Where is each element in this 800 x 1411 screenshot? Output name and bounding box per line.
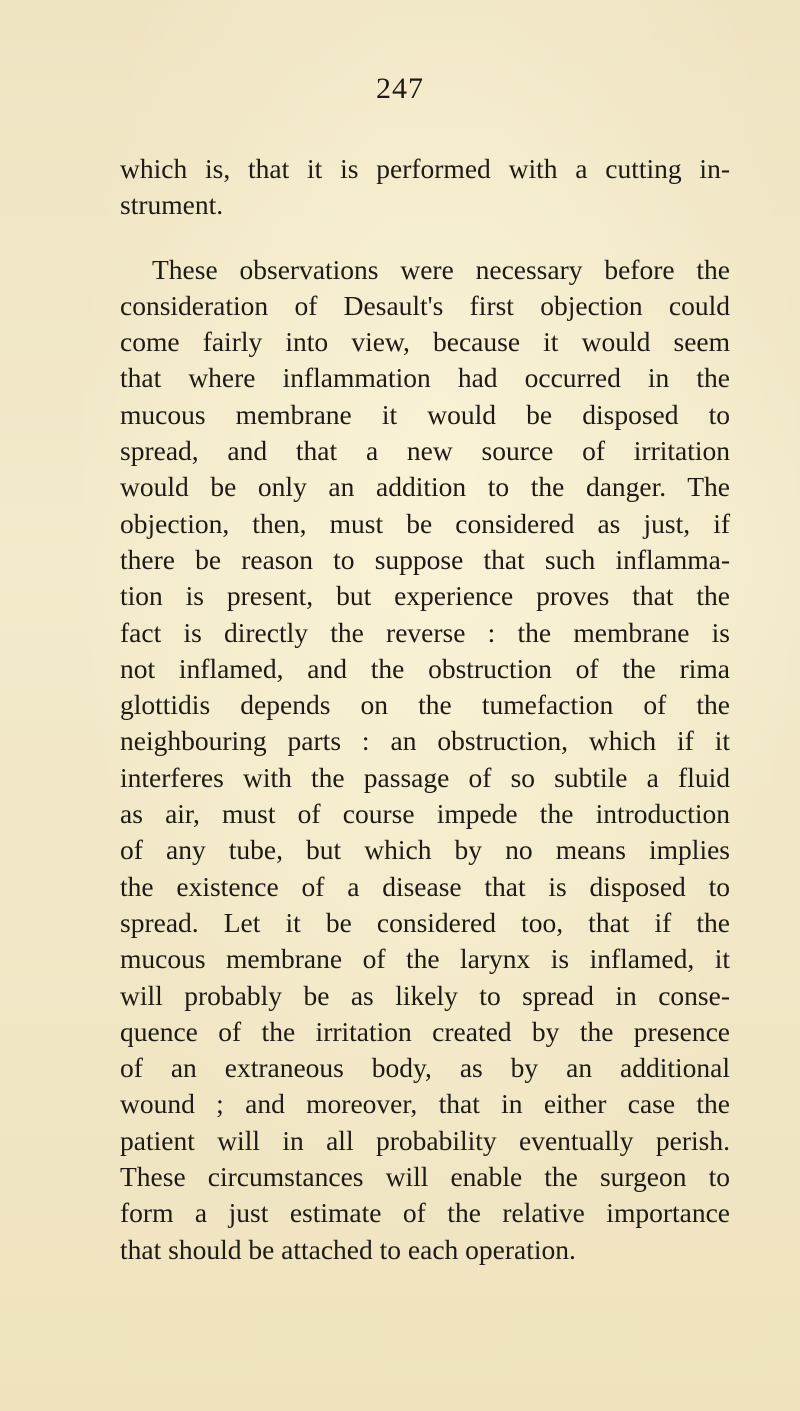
text-line: quence of the irritation created by the presence <box>120 1015 730 1047</box>
text-line: objection, then, must be considered as just, if <box>120 507 730 539</box>
text-line: patient will in all probability eventually perish. <box>120 1124 730 1156</box>
text-line: spread, and that a new source of irritation <box>120 435 730 467</box>
text-line: glottidis depends on the tumefaction of the <box>120 689 730 721</box>
text-line: form a just estimate of the relative importance <box>120 1197 730 1229</box>
text-line: will probably be as likely to spread in conse- <box>120 979 730 1011</box>
text-line: consideration of Desault's first objection could <box>120 289 730 321</box>
text-line: strument. <box>120 189 224 221</box>
text-line: not inflamed, and the obstruction of the rima <box>120 652 730 684</box>
text-line: neighbouring parts : an obstruction, which if it <box>120 725 730 757</box>
text-line: of an extraneous body, as by an additional <box>120 1052 730 1084</box>
text-line: mucous membrane it would be disposed to <box>120 398 730 430</box>
text-line: wound ; and moreover, that in either case the <box>120 1088 730 1120</box>
text-line: which is, that it is performed with a cutting in- <box>120 153 730 184</box>
text-line: there be reason to suppose that such inflamma- <box>120 543 730 575</box>
text-line: of any tube, but which by no means implies <box>120 834 730 866</box>
text-line: tion is present, but experience proves that the <box>120 580 730 612</box>
text-line: These observations were necessary before the <box>152 253 730 285</box>
text-line: the existence of a disease that is disposed to <box>120 870 730 902</box>
text-line: interferes with the passage of so subtile a fluid <box>120 761 730 793</box>
text-line: come fairly into view, because it would seem <box>120 326 730 358</box>
text-line: as air, must of course impede the introduction <box>120 798 730 830</box>
text-line: fact is directly the reverse : the membrane is <box>120 616 730 648</box>
paragraph <box>120 151 730 224</box>
paragraph-gap <box>120 224 730 252</box>
text-line: would be only an addition to the danger. The <box>120 471 730 503</box>
text-line: that where inflammation had occurred in the <box>120 362 730 394</box>
text-line: spread. Let it be considered too, that if the <box>120 906 730 938</box>
text-line: mucous membrane of the larynx is inflamed, it <box>120 943 730 975</box>
text-line: These circumstances will enable the surgeon to <box>120 1161 730 1193</box>
text-line: that should be attached to each operation. <box>120 1233 576 1265</box>
page-number: 247 <box>376 72 424 105</box>
paragraph <box>120 252 730 1268</box>
body-text <box>120 151 730 1268</box>
